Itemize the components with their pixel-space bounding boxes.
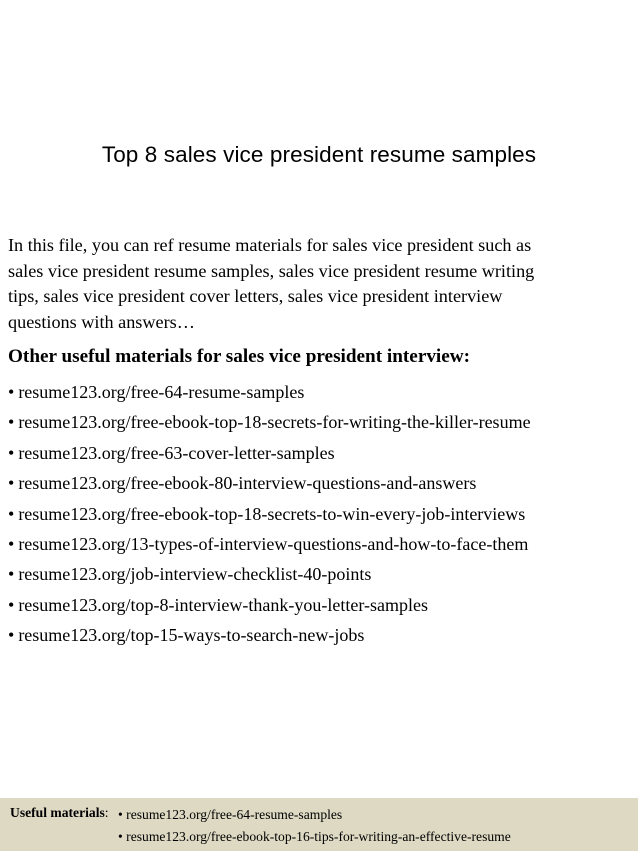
resource-link[interactable]: resume123.org/free-ebook-top-18-secrets-to-win-every-job-interviews <box>18 503 526 524</box>
bullet: • <box>8 382 15 402</box>
footer-label <box>10 805 109 821</box>
intro-line: tips, sales vice president cover letters, sales vice president interview <box>8 286 503 306</box>
list-item <box>8 529 531 559</box>
resource-link[interactable]: resume123.org/job-interview-checklist-40-points <box>18 564 372 585</box>
footer-label-colon: : <box>104 805 109 820</box>
resource-link[interactable]: resume123.org/top-8-interview-thank-you-letter-samples <box>18 594 428 615</box>
intro-paragraph <box>8 233 632 335</box>
bullet: • <box>8 473 15 494</box>
bullet: • <box>8 412 15 433</box>
bullet: • <box>118 829 123 844</box>
bullet: • <box>8 625 15 646</box>
resource-link[interactable]: resume123.org/free-ebook-top-18-secrets-for-writing-the-killer-resume <box>18 412 531 433</box>
footer-label-text: Useful materials <box>10 805 105 820</box>
materials-heading: Other useful materials for sales vice president interview: <box>8 346 471 367</box>
list-item <box>8 468 531 498</box>
resource-link[interactable]: resume123.org/free-ebook-80-interview-questions-and-answers <box>18 473 477 494</box>
page-title: Top 8 sales vice president resume samples <box>101 142 537 167</box>
bullet: • <box>8 534 15 555</box>
bullet: • <box>8 503 15 524</box>
list-item <box>8 438 531 468</box>
footer-link-list <box>118 804 511 848</box>
list-item <box>8 559 531 589</box>
list-item <box>8 407 531 437</box>
bullet: • <box>8 442 15 463</box>
resource-link[interactable]: resume123.org/top-15-ways-to-search-new-jobs <box>18 625 365 646</box>
resource-link[interactable]: resume123.org/free-63-cover-letter-samples <box>18 442 335 463</box>
intro-line: In this file, you can ref resume materials for sales vice president such as <box>8 235 532 255</box>
footer-link[interactable]: resume123.org/free-64-resume-samples <box>126 807 343 822</box>
materials-link-list <box>8 377 531 651</box>
list-item <box>118 826 511 848</box>
intro-line: sales vice president resume samples, sales vice president resume writing <box>8 260 535 281</box>
intro-line: questions with answers… <box>8 311 195 332</box>
footer-link[interactable]: resume123.org/free-ebook-top-16-tips-for-writing-an-effective-resume <box>126 829 511 844</box>
list-item <box>8 377 531 407</box>
footer-bar <box>0 798 638 851</box>
list-item <box>118 804 511 826</box>
bullet: • <box>118 807 123 822</box>
resource-link[interactable]: resume123.org/free-64-resume-samples <box>18 382 305 402</box>
list-item <box>8 499 531 529</box>
resource-link[interactable]: resume123.org/13-types-of-interview-questions-and-how-to-face-them <box>18 534 529 555</box>
list-item <box>8 620 531 650</box>
bullet: • <box>8 564 15 585</box>
bullet: • <box>8 594 15 615</box>
list-item <box>8 590 531 620</box>
